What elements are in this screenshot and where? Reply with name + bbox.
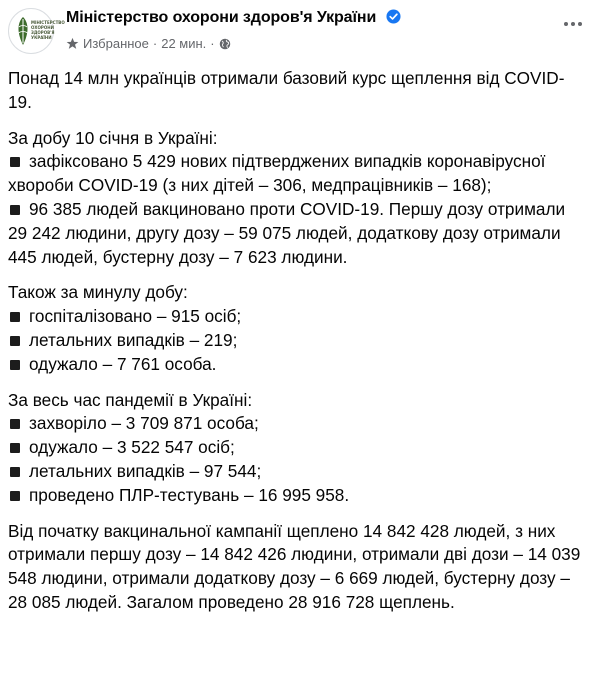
bullet-square-icon bbox=[10, 360, 20, 370]
bullet-square-icon bbox=[10, 419, 20, 429]
bullet-square-icon bbox=[10, 312, 20, 322]
logo-text: МІНІСТЕРСТВО ОХОРОНИ ЗДОРОВ'Я УКРАЇНИ bbox=[31, 20, 65, 40]
page-name-row bbox=[66, 9, 401, 27]
day-heading: За добу 10 січня в Україні: bbox=[8, 127, 218, 148]
bullet-square-icon bbox=[10, 491, 20, 501]
also-heading: Також за минулу добу: bbox=[8, 282, 188, 303]
post-timestamp[interactable]: 22 мин. bbox=[161, 36, 207, 51]
more-dot bbox=[578, 22, 582, 26]
list-item: госпіталізовано – 915 осіб; bbox=[8, 305, 588, 329]
verified-badge-icon bbox=[386, 9, 401, 24]
list-item: 96 385 людей вакциновано проти COVID-19. Першу дозу отримали 29 242 людини, другу дозу – 59 075 людей, додаткову дозу отримали 445 людей, бустерну дозу – 7 623 людини. bbox=[8, 198, 566, 267]
more-dot bbox=[564, 22, 568, 26]
vaccination-summary: Від початку вакцинальної кампанії щеплено 14 842 428 людей, з них отримали першу дозу – 14 842 426 людини, отримали дві дози – 14 039 548 людини, отримали додаткову дозу – 6 669 людей, бустерну дозу – 28 085 людей. Загалом проведено 28 916 728 щеплень. bbox=[8, 520, 581, 612]
total-heading: За весь час пандемії в Україні: bbox=[8, 389, 253, 410]
meta-separator: · bbox=[210, 36, 215, 51]
more-options-button[interactable] bbox=[559, 14, 587, 34]
post-header bbox=[0, 0, 601, 62]
post-meta bbox=[66, 36, 231, 51]
bullet-square-icon bbox=[10, 336, 20, 346]
list-item: одужало – 3 522 547 осіб; bbox=[8, 436, 588, 460]
star-icon bbox=[66, 37, 79, 50]
list-item: зафіксовано 5 429 нових підтверджених випадків коронавірусної хвороби COVID-19 (з них дітей – 306, медпрацівників – 168); bbox=[8, 151, 546, 196]
bullet-square-icon bbox=[10, 205, 20, 215]
meta-separator: · bbox=[152, 36, 158, 51]
list-item: летальних випадків – 219; bbox=[8, 329, 588, 353]
post-text bbox=[8, 67, 588, 615]
list-item: захворіло – 3 709 871 особа; bbox=[8, 412, 588, 436]
list-item: проведено ПЛР-тестувань – 16 995 958. bbox=[8, 484, 588, 508]
page-avatar[interactable] bbox=[8, 8, 65, 54]
bullet-square-icon bbox=[10, 157, 20, 167]
list-item: одужало – 7 761 особа. bbox=[8, 353, 588, 377]
moh-logo-icon bbox=[15, 15, 31, 47]
globe-icon[interactable] bbox=[219, 38, 231, 50]
bullet-square-icon bbox=[10, 443, 20, 453]
bullet-square-icon bbox=[10, 467, 20, 477]
list-item: летальних випадків – 97 544; bbox=[8, 460, 588, 484]
post-intro: Понад 14 млн українців отримали базовий курс щеплення від COVID-19. bbox=[8, 68, 565, 112]
page-name-link[interactable]: Міністерство охорони здоров'я України bbox=[66, 9, 377, 26]
more-dot bbox=[571, 22, 575, 26]
audience-label[interactable]: Избранное bbox=[83, 36, 149, 51]
